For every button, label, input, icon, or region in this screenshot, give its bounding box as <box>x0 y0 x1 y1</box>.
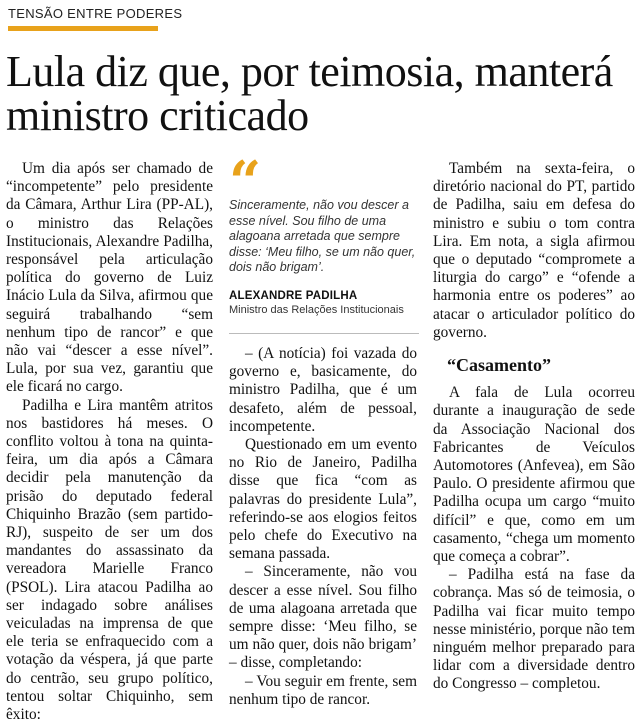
subheading: “Casamento” <box>447 355 551 376</box>
pull-quote <box>229 149 419 316</box>
paragraph: Um dia após ser chamado de “incompetente” pelo presidente da Câmara, Arthur Lira (PP-AL), o ministro das Relações Institucionais, Alexandre Padilha, responsável pela articulação política do governo de Luiz Inácio Lula da Silva, afirmou que seguirá trabalhando “sem nenhum tipo de rancor” e que não vai “descer a esse nível”. Lula, por sua vez, garantiu que ele ficará no cargo. <box>6 160 213 396</box>
section-tag: TENSÃO ENTRE PODERES <box>8 6 183 21</box>
paragraph: Questionado em um evento no Rio de Janeiro, Padilha disse que fica “com as palavras do presidente Lula”, referindo-se aos elogios feitos pelo chefe do Executivo na semana passada. <box>229 436 417 563</box>
paragraph: Padilha e Lira mantêm atritos nos bastidores há meses. O conflito voltou à tona na quinta-feira, um dia após a Câmara decidir pela manutenção da prisão do deputado federal Chiquinho Brazão (sem partido-RJ), suspeito de ser um dos mandantes do assassinato da vereadora Marielle Franco (PSOL). Lira atacou Padilha ao ser indagado sobre análises veiculadas na imprensa de que ele teria se enfraquecido com a votação da véspera, já que parte do centrão, seu grupo político, tentou soltar Chiquinho, sem êxito: <box>6 396 213 724</box>
quote-divider <box>229 333 419 334</box>
paragraph: A fala de Lula ocorreu durante a inauguração de sede da Associação Nacional dos Fabricantes de Veículos Automotores (Anfevea), em São Paulo. O presidente afirmou que Padilha ocupa um cargo “muito difícil” e que, como em um casamento, “chega um momento que começa a cobrar”. <box>433 384 635 566</box>
paragraph: – (A notícia) foi vazada do governo e, basicamente, do ministro Padilha, que é um desafeto, além de pessoal, incompetente. <box>229 345 417 435</box>
paragraph: – Vou seguir em frente, sem nenhum tipo de rancor. <box>229 672 417 708</box>
quote-author: ALEXANDRE PADILHA <box>229 289 358 302</box>
column-3 <box>433 160 635 694</box>
section-rule <box>8 26 158 31</box>
quote-text: Sinceramente, não vou descer a esse nível. Sou filho de uma alagoana arretada que sempre disse: ‘Meu filho, se um não quer, dois não brigam’. <box>229 198 416 274</box>
column-1 <box>6 160 213 724</box>
quote-mark-icon: “ <box>229 149 262 215</box>
headline: Lula diz que, por teimosia, manterá ministro criticado <box>6 47 613 140</box>
paragraph: Também na sexta-feira, o diretório nacional do PT, partido de Padilha, saiu em defesa do ministro e subiu o tom contra Lira. Em nota, a sigla afirmou que o deputado “compromete a liturgia do cargo” e “ofende a harmonia entre os poderes” ao atacar o articulador político do governo. <box>433 160 635 341</box>
paragraph: – Padilha está na fase da cobrança. Mas só de teimosia, o Padilha vai ficar muito tempo nesse ministério, porque não tem ninguém melhor preparado para lidar com a diversidade dentro do Congresso – completou. <box>433 566 635 693</box>
quote-role: Ministro das Relações Institucionais <box>229 303 404 316</box>
paragraph: – Sinceramente, não vou descer a esse nível. Sou filho de uma alagoana arretada que sempre disse: ‘Meu filho, se um não quer, dois não brigam’ – disse, completando: <box>229 563 417 672</box>
column-2 <box>229 345 417 709</box>
